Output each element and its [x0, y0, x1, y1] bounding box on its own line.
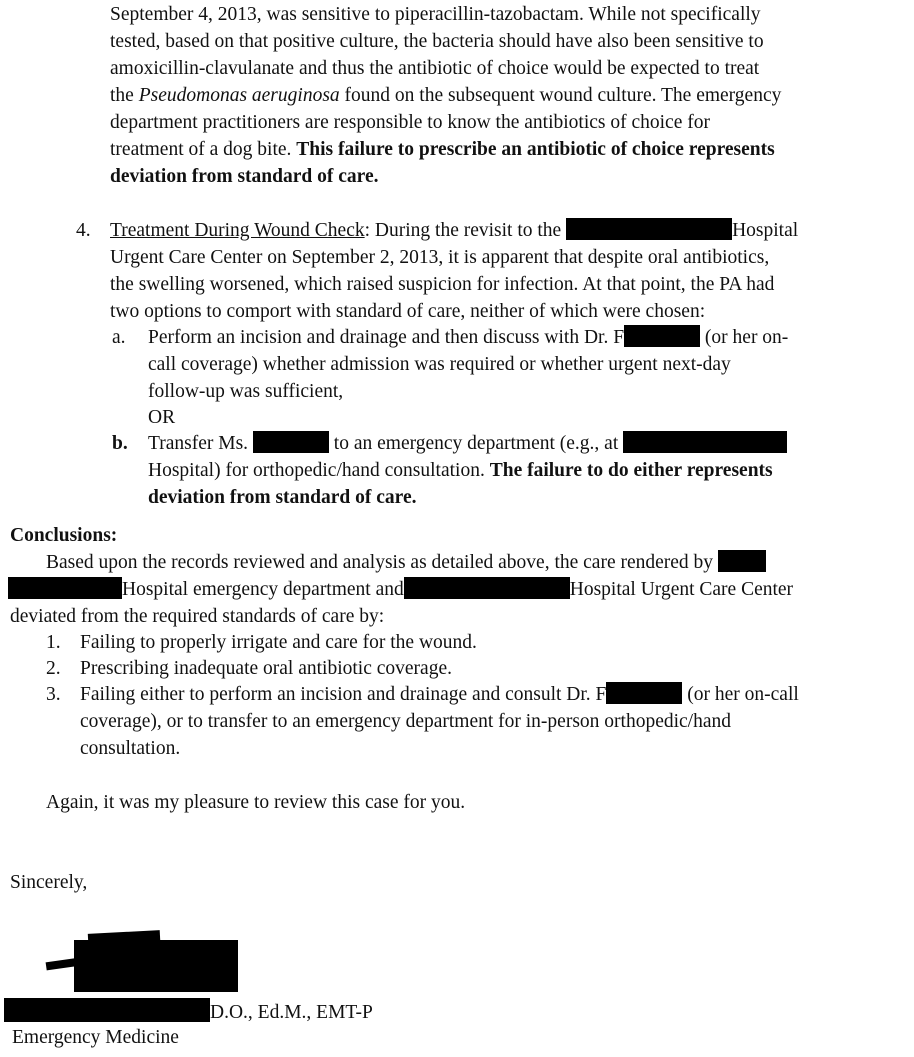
conclusion-item-2-number: 2. [46, 658, 61, 679]
sub-b-label: b. [112, 433, 128, 454]
finding-bold: The failure to do either represents [489, 460, 773, 481]
item-4-line-4: two options to comport with standard of care, neither of which were chosen: [110, 301, 706, 322]
redaction-box [253, 431, 329, 453]
redaction-box [404, 577, 570, 599]
conclusion-item-2-text: Prescribing inadequate oral antibiotic coverage. [80, 658, 452, 679]
text-run: Perform an incision and drainage and then discuss with Dr. F [148, 327, 625, 348]
redaction-box [4, 998, 210, 1022]
redaction-box [623, 431, 787, 453]
text-run: (or her on- [704, 327, 789, 348]
para-line-7: deviation from standard of care. [110, 166, 379, 187]
sub-a-line-2: call coverage) whether admission was required or whether urgent next-day [148, 354, 731, 375]
text-run: the [110, 85, 139, 106]
conclusion-item-3-line-2: coverage), or to transfer to an emergency department for in-person orthopedic/hand [80, 711, 732, 732]
conclusions-line-2 [8, 577, 793, 604]
redaction-box [606, 682, 682, 704]
text-run: to an emergency department (e.g., at [333, 433, 619, 454]
para-line-2: tested, based on that positive culture, the bacteria should have also been sensitive to [110, 31, 764, 52]
sub-a-or: OR [148, 407, 176, 428]
text-run: Transfer Ms. [148, 433, 253, 454]
sub-b-line-2 [148, 458, 773, 485]
redaction-box [566, 218, 732, 240]
sub-a-line-1 [148, 325, 788, 352]
conclusions-heading: Conclusions: [10, 525, 118, 546]
sub-a-label: a. [112, 327, 126, 348]
text-run: Failing either to perform an incision and drainage and consult Dr. F [80, 684, 607, 705]
conclusion-item-1-text: Failing to properly irrigate and care for the wound. [80, 632, 477, 653]
text-run: (or her on-call [687, 684, 799, 705]
redaction-box [8, 577, 122, 599]
conclusion-item-3-number: 3. [46, 684, 61, 705]
item-4-number: 4. [76, 220, 91, 241]
conclusion-item-3-line-3: consultation. [80, 738, 181, 759]
para-line-4 [110, 83, 781, 110]
signature-name-line [4, 998, 373, 1027]
closing-sincerely: Sincerely, [10, 872, 88, 893]
para-line-3: amoxicillin-clavulanate and thus the antibiotic of choice would be expected to treat [110, 58, 760, 79]
closing-pleasure: Again, it was my pleasure to review this case for you. [46, 792, 466, 813]
conclusion-item-1-number: 1. [46, 632, 61, 653]
item-4-line-3: the swelling worsened, which raised suspicion for infection. At that point, the PA had [110, 274, 775, 295]
text-run: Hospital) for orthopedic/hand consultation. [148, 460, 490, 481]
sub-a-line-3: follow-up was sufficient, [148, 381, 344, 402]
para-line-5: department practitioners are responsible to know the antibiotics of choice for [110, 112, 710, 133]
sub-b-line-1 [148, 431, 787, 458]
finding-bold: This failure to prescribe an antibiotic of choice represents [296, 139, 775, 160]
department: Emergency Medicine [12, 1027, 179, 1048]
para-line-6 [110, 137, 775, 164]
redaction-box [624, 325, 700, 347]
text-run: Hospital emergency department and [122, 579, 404, 600]
item-4-heading: Treatment During Wound Check [110, 220, 365, 241]
text-run: Hospital Urgent Care Center [569, 579, 794, 600]
text-run: Based upon the records reviewed and analysis as detailed above, the care rendered by [46, 552, 714, 573]
sub-b-line-3: deviation from standard of care. [148, 487, 417, 508]
organism-name: Pseudomonas aeruginosa [138, 85, 340, 106]
text-run: Hospital [732, 220, 799, 241]
conclusions-line-3: deviated from the required standards of care by: [10, 606, 385, 627]
para-line-1: September 4, 2013, was sensitive to piperacillin-tazobactam. While not specifically [110, 4, 761, 25]
text-run: found on the subsequent wound culture. The emergency [339, 85, 782, 106]
conclusions-line-1 [46, 550, 766, 577]
item-4-line-1 [110, 218, 798, 245]
text-run: : During the revisit to the [364, 220, 567, 241]
item-4-line-2: Urgent Care Center on September 2, 2013, it is apparent that despite oral antibiotics, [110, 247, 770, 268]
text-run: treatment of a dog bite. [110, 139, 297, 160]
conclusion-item-3-line-1 [80, 682, 799, 709]
credentials: D.O., Ed.M., EMT-P [210, 1002, 373, 1023]
redaction-box [718, 550, 766, 572]
signature-redaction [74, 940, 238, 992]
